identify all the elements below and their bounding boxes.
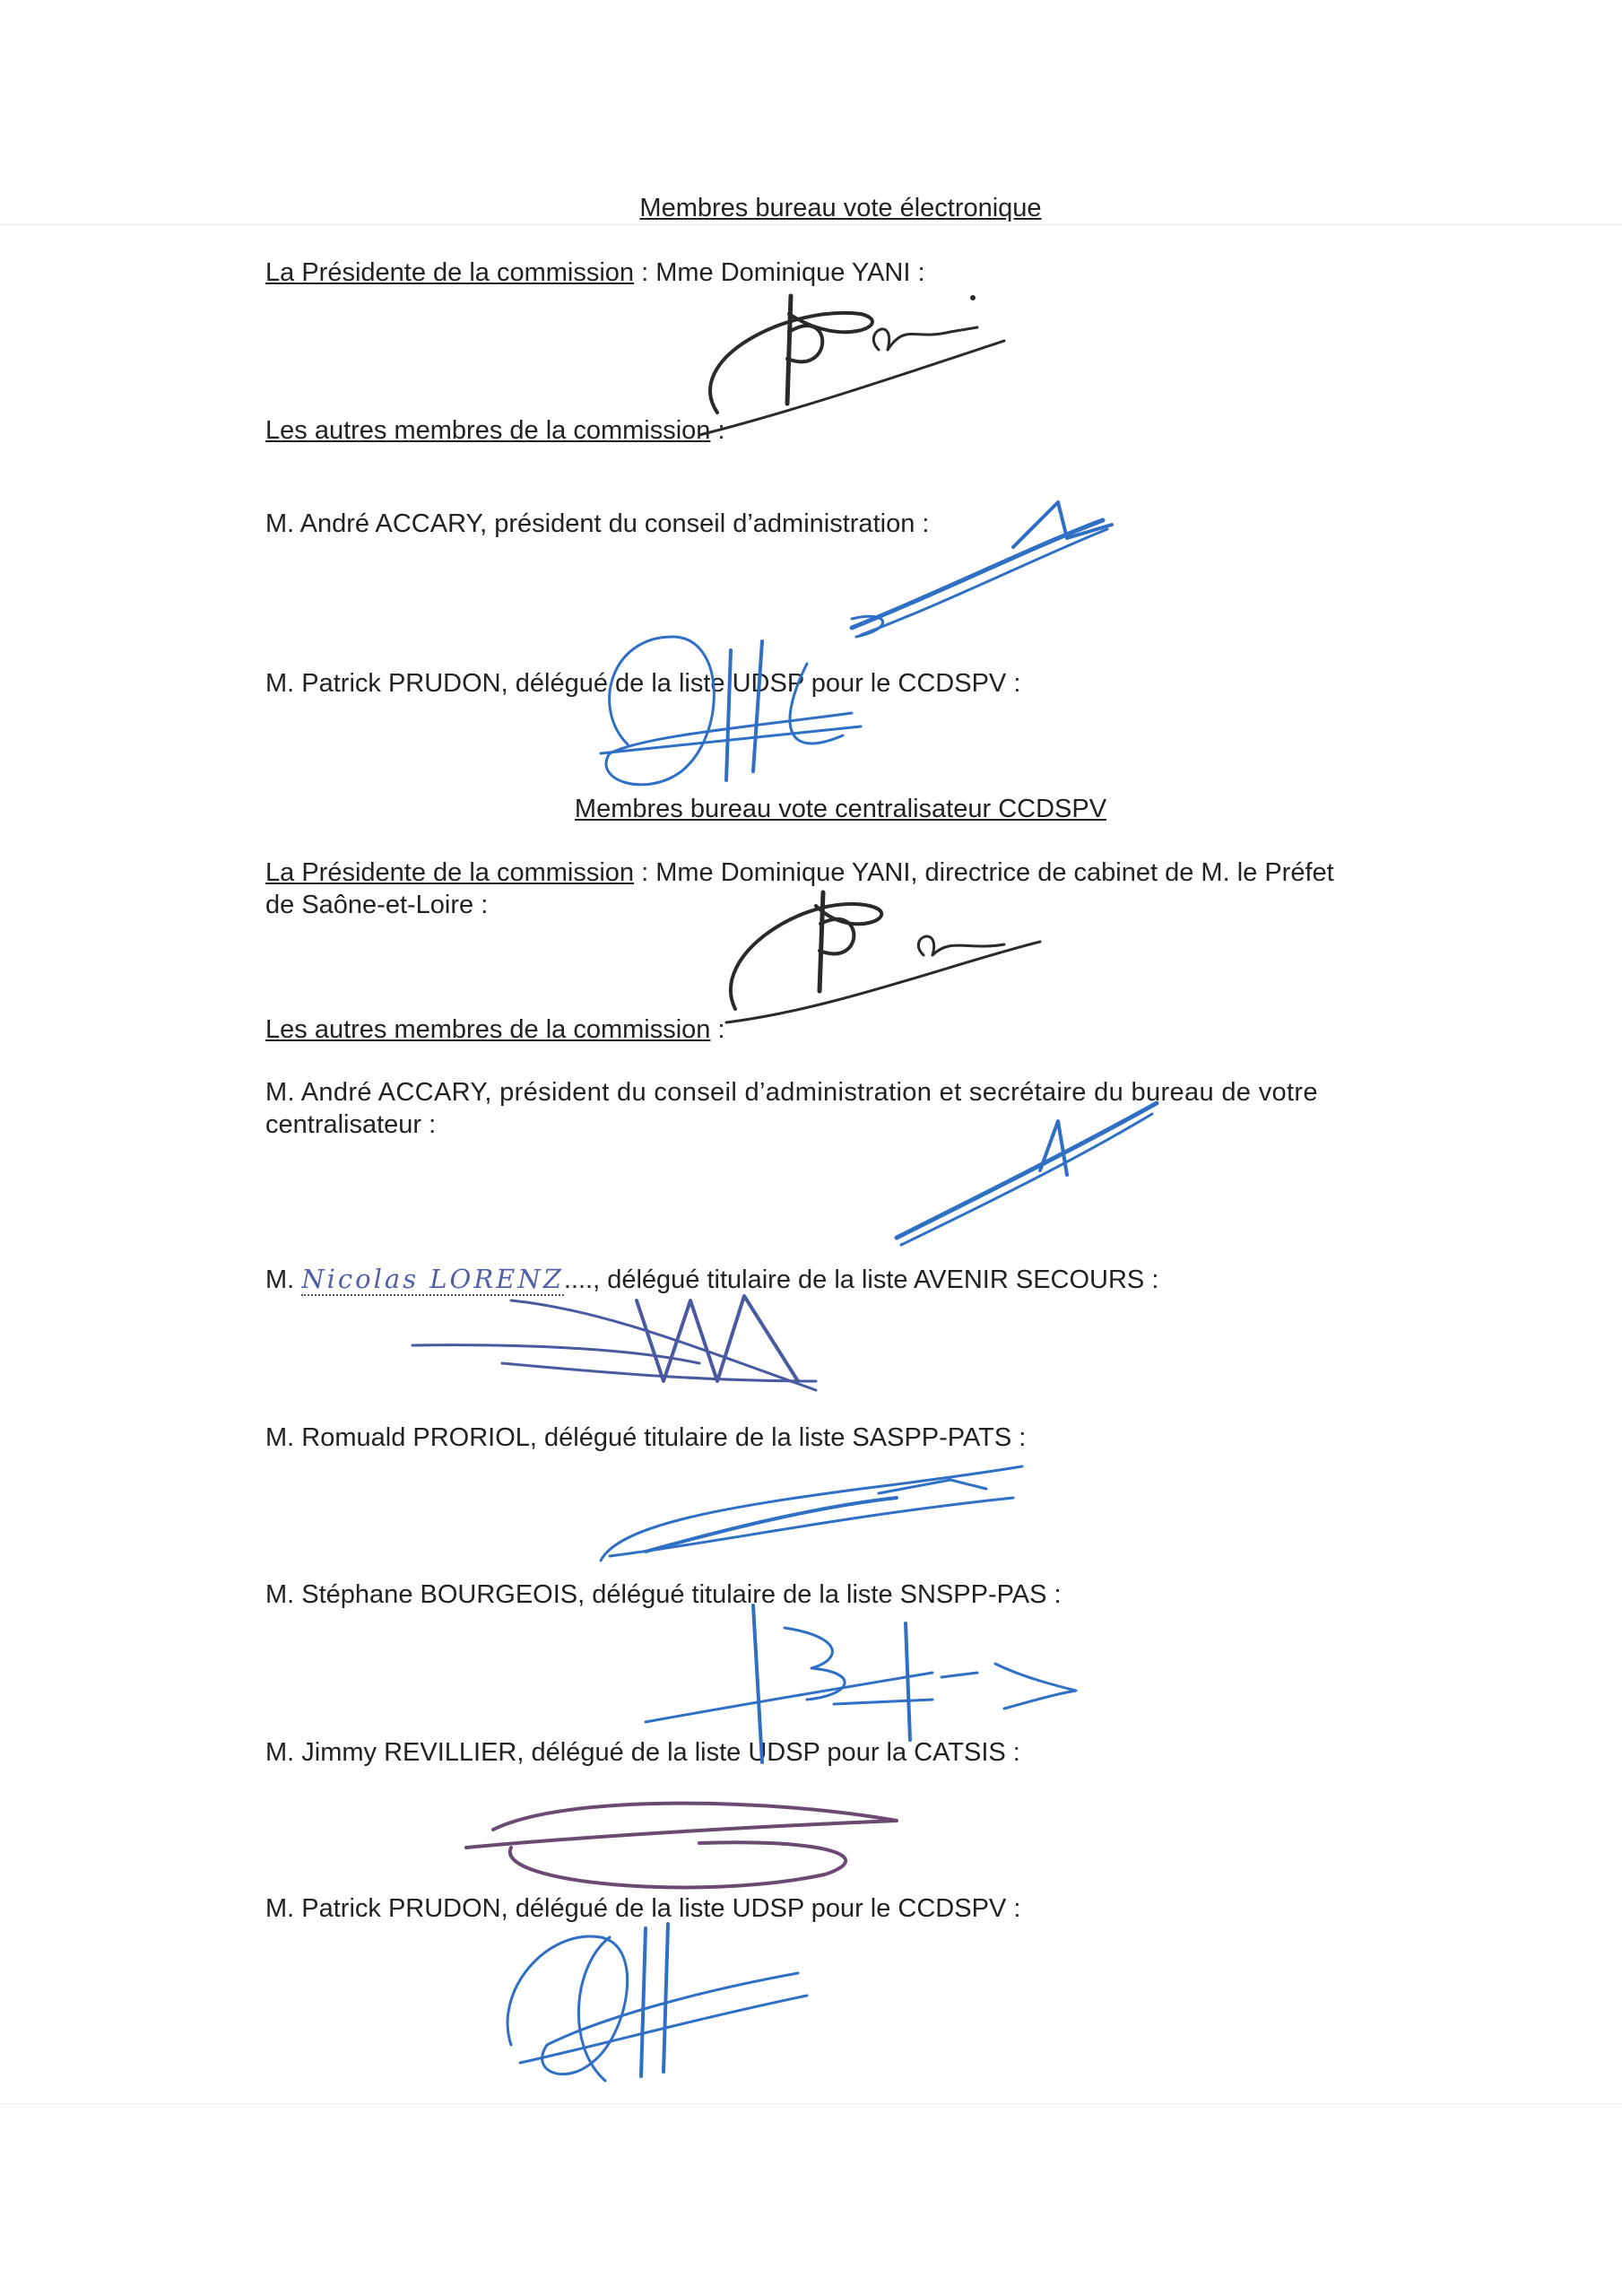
signature-prudon-1 xyxy=(574,628,870,807)
scan-artifact-line xyxy=(0,2103,1622,2104)
signature-accary-1 xyxy=(834,493,1121,646)
section2-others-suffix: : xyxy=(710,1015,725,1044)
section2-president-label: La Présidente de la commission xyxy=(265,858,635,887)
section2-president-value: : Mme Dominique YANI, directrice de cabinet de M. le Préfet xyxy=(634,858,1334,887)
section2-title: Membres bureau vote centralisateur CCDSPV xyxy=(574,795,1107,823)
section1-title: Membres bureau vote électronique xyxy=(639,194,1042,222)
section1-member-accary: M. André ACCARY, président du conseil d’administration : xyxy=(265,509,930,538)
signature-prudon-2 xyxy=(493,1910,816,2099)
section2-others-label: Les autres membres de la commission xyxy=(265,1015,711,1044)
section1-president-label: La Présidente de la commission xyxy=(265,258,635,287)
avenir-prefix: M. xyxy=(265,1265,295,1294)
scan-artifact-line xyxy=(0,224,1622,225)
section2-accary-line2: centralisateur : xyxy=(265,1110,437,1139)
avenir-handwritten-name: Nicolas LORENZ xyxy=(301,1264,564,1294)
signature-accary-2 xyxy=(879,1094,1175,1256)
signature-yani-1 xyxy=(681,278,1022,448)
section2-member-prudon: M. Patrick PRUDON, délégué de la liste UDSP pour le CCDSPV : xyxy=(265,1894,1021,1923)
avenir-suffix: ...., délégué titulaire de la liste AVENIR SECOURS : xyxy=(563,1265,1159,1294)
section2-member-bourgeois: M. Stéphane BOURGEOIS, délégué titulaire de la liste SNSPP-PAS : xyxy=(265,1580,1062,1609)
section2-president-line2: de Saône-et-Loire : xyxy=(265,891,489,919)
section1-others-suffix: : xyxy=(710,416,725,445)
signature-revillier xyxy=(430,1785,906,1901)
section2-accary-line1: M. André ACCARY, président du conseil d’administration et secrétaire du bureau de votre xyxy=(265,1078,1318,1107)
signature-yani-2 xyxy=(708,874,1067,1036)
section1-others-label: Les autres membres de la commission xyxy=(265,416,711,445)
signature-bourgeois xyxy=(637,1587,1085,1767)
section1-president-value: : Mme Dominique YANI : xyxy=(634,258,925,287)
section2-member-proriol: M. Romuald PRORIOL, délégué titulaire de la liste SASPP-PATS : xyxy=(265,1423,1027,1452)
section2-member-revillier: M. Jimmy REVILLIER, délégué de la liste UDSP pour la CATSIS : xyxy=(265,1738,1020,1767)
signature-proriol xyxy=(592,1444,1031,1570)
signature-lorenz xyxy=(403,1274,834,1408)
section1-member-prudon: M. Patrick PRUDON, délégué de la liste UDSP pour le CCDSPV : xyxy=(265,669,1021,698)
